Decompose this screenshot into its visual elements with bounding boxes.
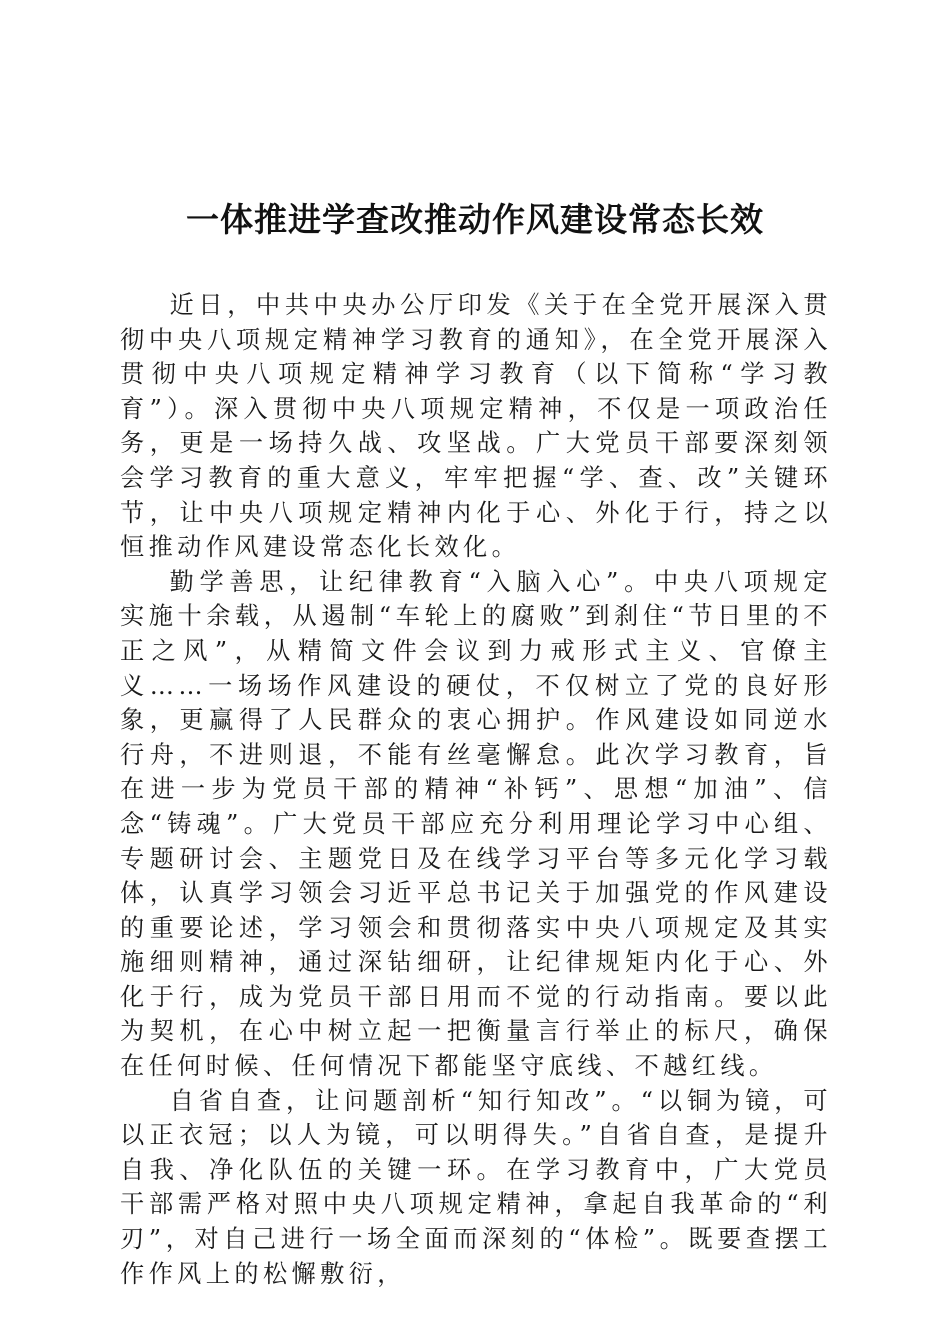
paragraph-study: 勤学善思，让纪律教育“入脑入心”。中央八项规定实施十余载，从遏制“车轮上的腐败”到刹住“节日里的不正之风”，从精简文件会议到力戒形式主义、官僚主义……一场场作风建设的硬仗，不仅树立了党的良好形象，更赢得了人民群众的衷心拥护。作风建设如同逆水行舟，不进则退，不能有丝毫懈怠。此次学习教育，旨在进一步为党员干部的精神“补钙”、思想“加油”、信念“铸魂”。广大党员干部应充分利用理论学习中心组、专题研讨会、主题党日及在线学习平台等多元化学习载体，认真学习领会习近平总书记关于加强党的作风建设的重要论述，学习领会和贯彻落实中央八项规定及其实施细则精神，通过深钻细研，让纪律规矩内化于心、外化于行，成为党员干部日用而不觉的行动指南。要以此为契机，在心中树立起一把衡量言行举止的标尺，确保在任何时候、任何情况下都能坚守底线、不越红线。 bbox=[120, 567, 832, 1081]
document-title: 一体推进学查改推动作风建设常态长效 bbox=[186, 200, 764, 239]
document-body bbox=[120, 288, 832, 1291]
paragraph-intro: 近日，中共中央办公厅印发《关于在全党开展深入贯彻中央八项规定精神学习教育的通知》，在全党开展深入贯彻中央八项规定精神学习教育（以下简称“学习教育”）。深入贯彻中央八项规定精神，不仅是一项政治任务，更是一场持久战、攻坚战。广大党员干部要深刻领会学习教育的重大意义，牢牢把握“学、查、改”关键环节，让中央八项规定精神内化于心、外化于行，持之以恒推动作风建设常态化长效化。 bbox=[120, 291, 832, 562]
paragraph-self-check: 自省自查，让问题剖析“知行知改”。“以铜为镜，可以正衣冠；以人为镜，可以明得失。”自省自查，是提升自我、净化队伍的关键一环。在学习教育中，广大党员干部需严格对照中央八项规定精神，拿起自我革命的“利刃”，对自己进行一场全面而深刻的“体检”。既要查摆工作作风上的松懈敷衍， bbox=[120, 1086, 832, 1288]
